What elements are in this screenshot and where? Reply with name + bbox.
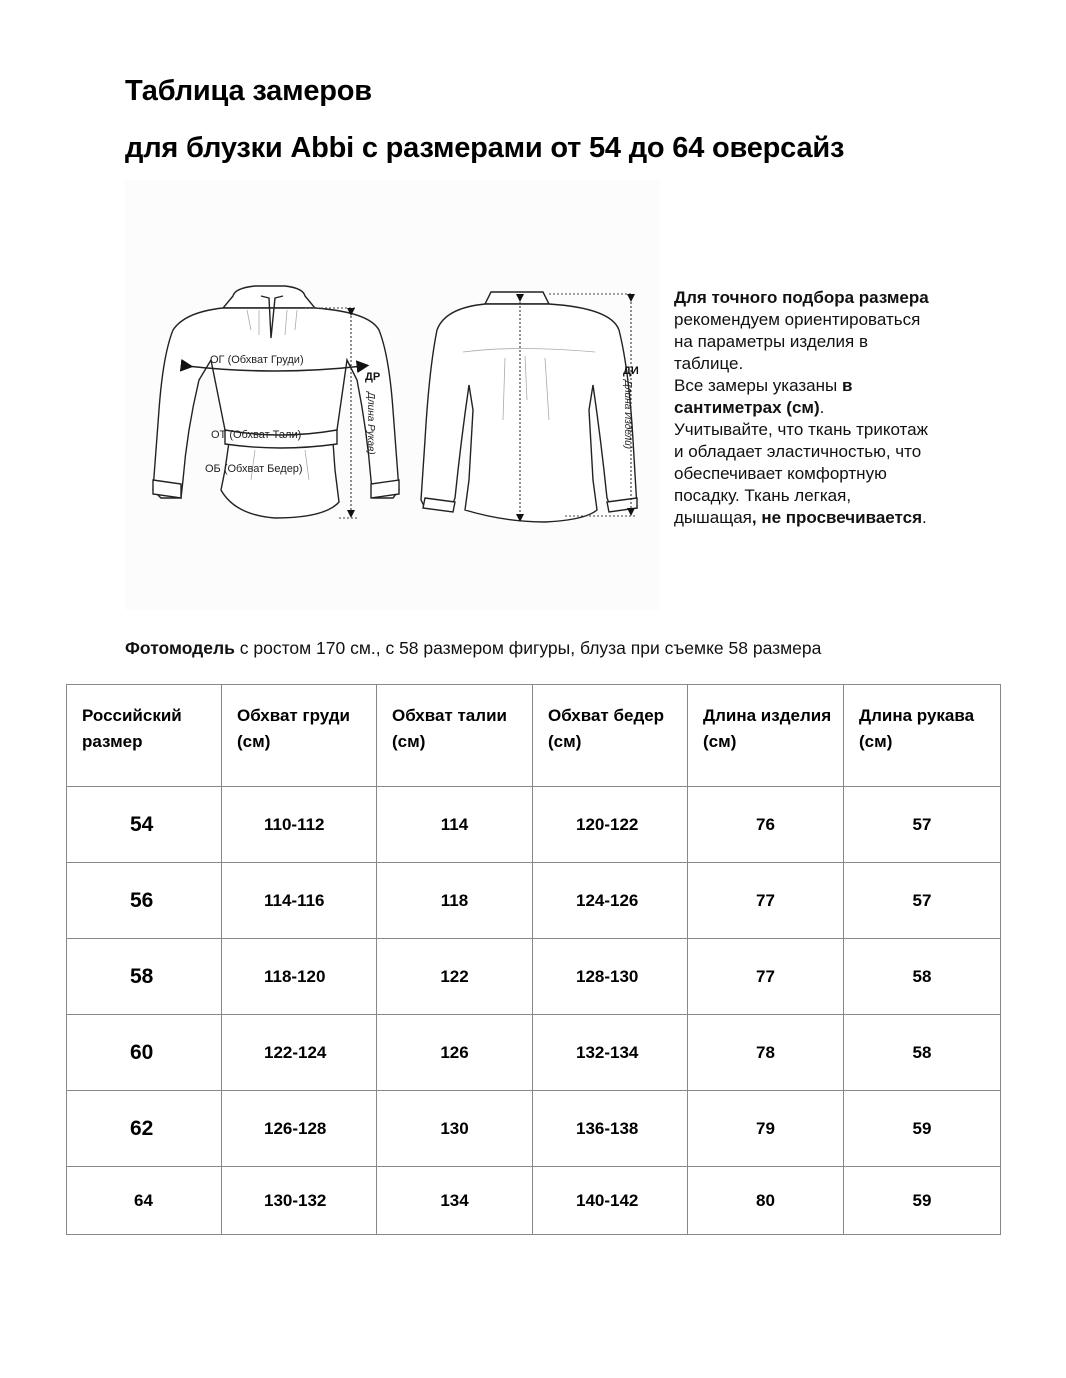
fit-description [674, 287, 934, 529]
cell-chest: 114-116 [222, 863, 377, 939]
cell-size: 62 [67, 1091, 222, 1167]
cell-length: 77 [688, 863, 844, 939]
cell-waist: 118 [377, 863, 533, 939]
cell-waist: 134 [377, 1167, 533, 1235]
page-title: Таблица замеров [125, 75, 372, 107]
desc-text-3-end: . [922, 508, 927, 527]
page-subtitle: для блузки Abbi с размерами от 54 до 64 оверсайз [125, 132, 845, 164]
cell-chest: 130-132 [222, 1167, 377, 1235]
blouse-measurement-diagram [125, 180, 660, 610]
cell-length: 76 [688, 787, 844, 863]
cell-sleeve: 59 [844, 1167, 1001, 1235]
cell-size: 60 [67, 1015, 222, 1091]
cell-hips: 124-126 [533, 863, 688, 939]
header-length: Длина изделия (см) [688, 685, 844, 787]
cell-hips: 136-138 [533, 1091, 688, 1167]
cell-chest: 122-124 [222, 1015, 377, 1091]
svg-text:ОГ (Обхват Груди): ОГ (Обхват Груди) [210, 354, 304, 366]
cell-length: 79 [688, 1091, 844, 1167]
header-sleeve: Длина рукава (см) [844, 685, 1001, 787]
cell-chest: 110-112 [222, 787, 377, 863]
cell-waist: 122 [377, 939, 533, 1015]
table-row [67, 1167, 1001, 1235]
svg-text:Длина Издели): Длина Издели) [622, 380, 633, 450]
cell-size: 64 [67, 1167, 222, 1235]
cell-chest: 118-120 [222, 939, 377, 1015]
model-note [125, 638, 821, 659]
desc-bold-1: Для точного подбора размера [674, 288, 929, 307]
cell-size: 56 [67, 863, 222, 939]
desc-text-1: рекомендуем ориентироваться на параметры изделия в таблице. [674, 310, 921, 373]
table-row [67, 1015, 1001, 1091]
table-row [67, 787, 1001, 863]
table-row [67, 1091, 1001, 1167]
desc-text-2: Все замеры указаны [674, 376, 842, 395]
cell-waist: 114 [377, 787, 533, 863]
cell-sleeve: 57 [844, 787, 1001, 863]
header-hips: Обхват бедер (см) [533, 685, 688, 787]
svg-text:ОТ (Обхват Тали): ОТ (Обхват Тали) [211, 429, 302, 441]
model-note-bold: Фотомодель [125, 638, 235, 658]
desc-text-3: Учитывайте, что ткань трикотаж и обладает эластичностью, что обеспечивает комфортную посадку. Ткань легкая, дышащая [674, 420, 928, 527]
blouse-sketch-icon [125, 180, 660, 610]
model-note-text: с ростом 170 см., с 58 размером фигуры, блуза при съемке 58 размера [234, 638, 822, 658]
cell-sleeve: 59 [844, 1091, 1001, 1167]
svg-text:ДИ: ДИ [623, 365, 639, 377]
size-table [66, 684, 1001, 1235]
table-row [67, 939, 1001, 1015]
table-row [67, 863, 1001, 939]
cell-length: 78 [688, 1015, 844, 1091]
cell-hips: 140-142 [533, 1167, 688, 1235]
desc-bold-2: в сантиметрах (см) [674, 376, 853, 417]
cell-sleeve: 58 [844, 939, 1001, 1015]
cell-length: 77 [688, 939, 844, 1015]
cell-size: 58 [67, 939, 222, 1015]
cell-hips: 132-134 [533, 1015, 688, 1091]
cell-hips: 120-122 [533, 787, 688, 863]
desc-text-2-end: . [819, 398, 825, 417]
svg-text:ДР: ДР [365, 371, 381, 383]
cell-waist: 126 [377, 1015, 533, 1091]
table-header-row [67, 685, 1001, 787]
header-waist: Обхват талии (см) [377, 685, 533, 787]
header-russian-size: Российский размер [67, 685, 222, 787]
cell-sleeve: 58 [844, 1015, 1001, 1091]
cell-chest: 126-128 [222, 1091, 377, 1167]
cell-waist: 130 [377, 1091, 533, 1167]
svg-text:ОБ (Обхват Бедер): ОБ (Обхват Бедер) [205, 463, 303, 475]
cell-size: 54 [67, 787, 222, 863]
cell-length: 80 [688, 1167, 844, 1235]
cell-hips: 128-130 [533, 939, 688, 1015]
cell-sleeve: 57 [844, 863, 1001, 939]
svg-text:Длина Рукав): Длина Рукав) [365, 392, 376, 455]
desc-bold-3: , не просвечивается [751, 508, 923, 527]
header-chest: Обхват груди (см) [222, 685, 377, 787]
